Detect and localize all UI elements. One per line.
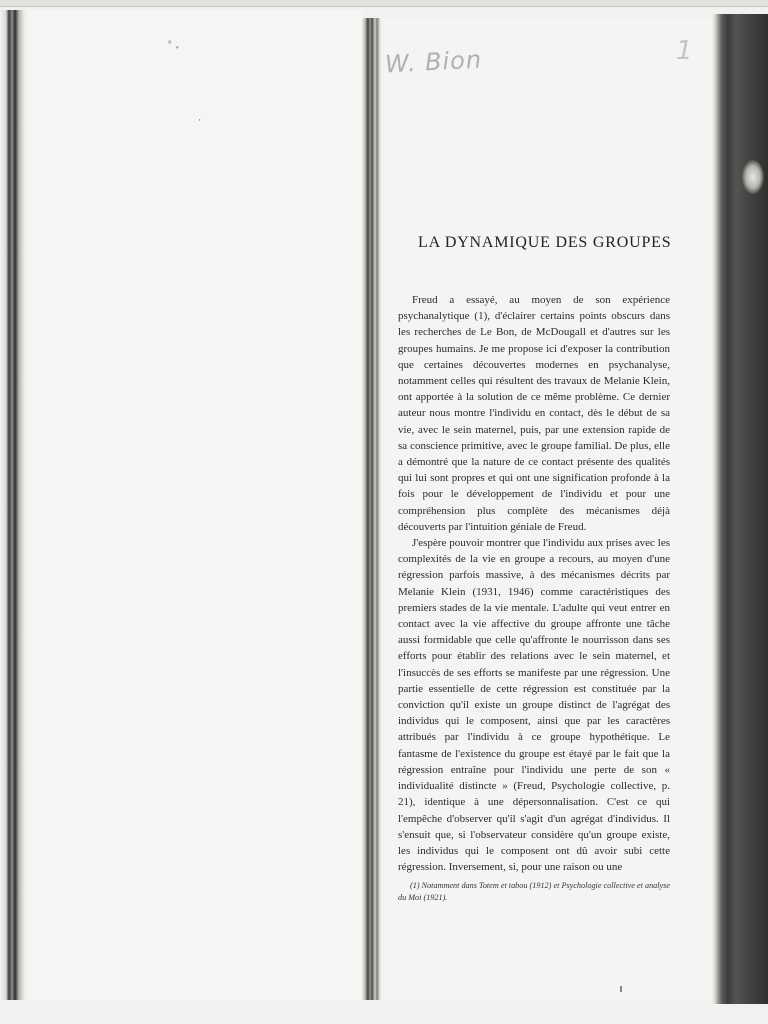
speck-mark: · bbox=[198, 115, 201, 125]
body-text bbox=[398, 292, 670, 875]
footnote: (1) Notamment dans Totem et tabou (1912) et Psychologie collective et analyse du Moi (1921). bbox=[398, 881, 670, 902]
scan-top-line bbox=[0, 6, 768, 7]
paragraph-1: Freud a essayé, au moyen de son expérience psychanalytique (1), d'éclairer certains points obscurs dans les recherches de Le Bon, de McDougall et d'autres sur les groupes humains. Je me propose ici d'exposer la contribution que certaines découvertes modernes en psychanalyse, notamment celles qui résultent des travaux de Melanie Klein, ont apportée à la solution de ce même problème. Ce dernier auteur nous montre l'individu en contact, dès le début de sa vie, avec le sein maternel, puis, par une extension rapide de sa conscience primitive, avec le groupe familial. De plus, elle a démontré que la nature de ce contact présente des qualités qui lui sont propres et qui ont une signification profonde à la fois pour le développement de l'individu et pour une compréhension plus complète des mécanismes déjà découverts par l'intuition géniale de Freud. bbox=[398, 294, 670, 533]
edge-light-spot bbox=[742, 160, 764, 194]
speck-mark: ᵊ bbox=[176, 43, 179, 53]
chapter-title: LA DYNAMIQUE DES GROUPES bbox=[418, 234, 672, 251]
center-gutter bbox=[362, 18, 382, 1000]
handwritten-page-number: 1 bbox=[676, 36, 693, 66]
left-binding-shadow bbox=[0, 10, 28, 1000]
speck-mark: ° bbox=[168, 39, 172, 49]
left-page-blank bbox=[28, 10, 364, 1000]
bottom-tick-mark bbox=[620, 986, 622, 992]
handwritten-author-note: W. Bion bbox=[384, 45, 483, 79]
paragraph-2: J'espère pouvoir montrer que l'individu aux prises avec les complexités de la vie en groupe a recours, au moyen d'une régression parfois massive, à des mécanismes décrits par Melanie Klein (1931, 1946) comme caractéristiques des premiers stades de la vie mentale. L'adulte qui veut entrer en contact avec la vie affective du groupe affronte une tâche aussi formidable que celle qu'affronte le nourrisson dans ses efforts pour établir des relations avec le sein maternel, et l'insuccès de ses efforts se manifeste par une régression. Une partie essentielle de cette régression est constituée par la conviction qu'il existe un groupe distinct de l'agrégat des individus qui le composent, ainsi que par les caractères attribués par l'individu à ce groupe hypothétique. Le fantasme de l'existence du groupe est étayé par le fait que la régression entraîne pour l'individu une perte de son « individualité distincte » (Freud, Psychologie collective, p. 21), identique à une dépersonnalisation. C'est ce qui l'empêche d'observer qu'il s'agit d'un agrégat d'individus. Il s'ensuit que, si l'observateur considère qu'un groupe existe, les individus qui le composent ont dû avoir subi cette régression. Inversement, si, pour une raison ou une bbox=[398, 537, 670, 874]
